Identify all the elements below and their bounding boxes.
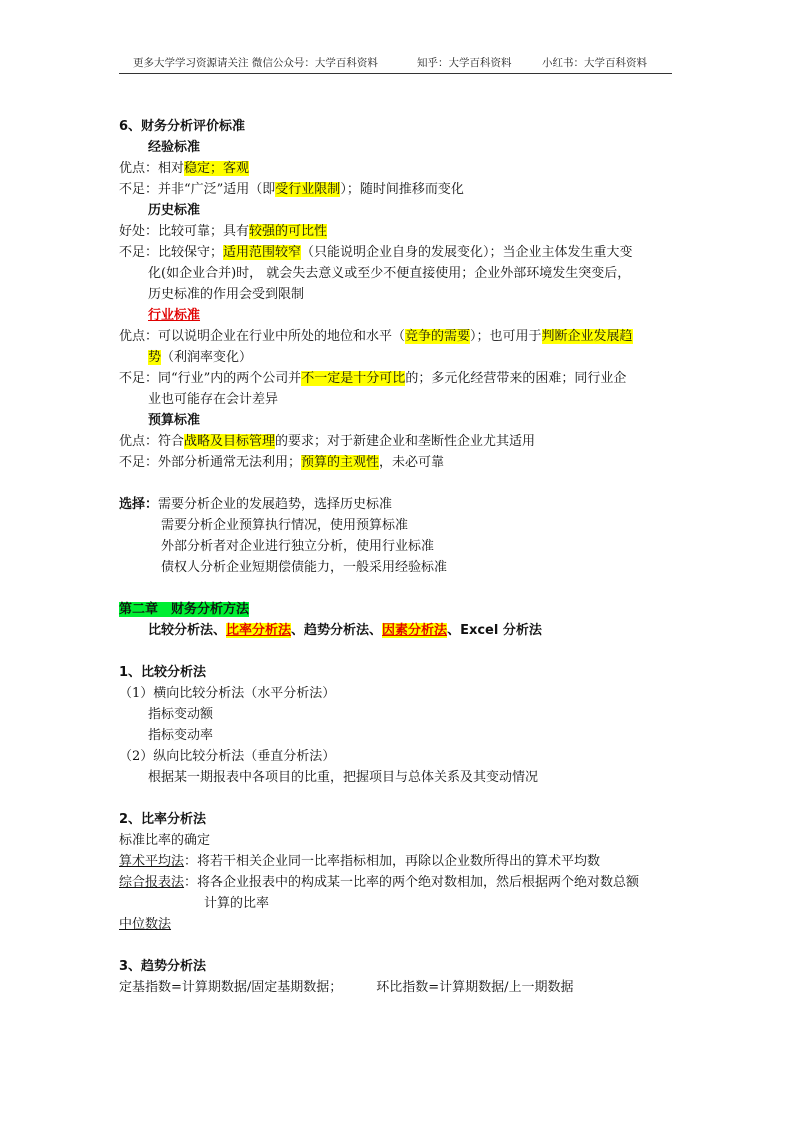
heading-budget-standard: 预算标准: [148, 413, 201, 428]
chapter-2-methods: 比较分析法、比率分析法、趋势分析法、因素分析法、Excel 分析法: [148, 623, 542, 638]
section-title-trend: 3、趋势分析法: [119, 959, 207, 974]
chapter-2-title: 第二章 财务分析方法: [119, 602, 250, 617]
experience-pros: 优点：相对稳定；客观: [119, 161, 250, 176]
header-zhihu: 知乎：大学百科资料: [417, 57, 512, 69]
median-method: 中位数法: [119, 917, 172, 932]
industry-cons-line2: 业也可能存在会计差异: [148, 392, 279, 407]
choice-item-4: 债权人分析企业短期偿债能力，一般采用经验标准: [161, 560, 448, 575]
arithmetic-mean-method: 算术平均法：将若干相关企业同一比率指标相加，再除以企业数所得出的算术平均数: [119, 854, 601, 869]
choice-item-3: 外部分析者对企业进行独立分析，使用行业标准: [161, 539, 435, 554]
vertical-comparison: （2）纵向比较分析法（垂直分析法）: [119, 749, 336, 764]
indicator-change-rate: 指标变动率: [148, 728, 214, 743]
ratio-intro: 标准比率的确定: [119, 833, 211, 848]
composite-statement-line2: 计算的比率: [204, 896, 270, 911]
horizontal-comparison: （1）横向比较分析法（水平分析法）: [119, 686, 336, 701]
header-wechat: 更多大学学习资源请关注 微信公众号：大学百科资料: [133, 57, 378, 69]
industry-pros: 优点：可以说明企业在行业中所处的地位和水平（竞争的需要）；也可用于判断企业发展趋: [119, 329, 633, 344]
historical-pros: 好处：比较可靠；具有较强的可比性: [119, 224, 328, 239]
budget-pros: 优点：符合战略及目标管理的要求；对于新建企业和垄断性企业尤其适用: [119, 434, 536, 449]
choice-item-2: 需要分析企业预算执行情况，使用预算标准: [161, 518, 409, 533]
indicator-change-amount: 指标变动额: [148, 707, 214, 722]
document-body: [119, 116, 679, 998]
heading-experience-standard: 经验标准: [148, 140, 201, 155]
industry-pros-line2: 势（利润率变化）: [148, 350, 253, 365]
industry-cons: 不足：同“行业”内的两个公司并不一定是十分可比的；多元化经营带来的困难；同行业企: [119, 371, 627, 386]
heading-industry-standard: 行业标准: [148, 308, 201, 323]
historical-cons-line3: 历史标准的作用会受到限制: [148, 287, 305, 302]
section-title-ratio: 2、比率分析法: [119, 812, 207, 827]
vertical-comparison-desc: 根据某一期报表中各项目的比重，把握项目与总体关系及其变动情况: [148, 770, 539, 785]
header-xiaohongshu: 小红书：大学百科资料: [542, 57, 647, 69]
historical-cons-line2: 化(如企业合并)时， 就会失去意义或至少不便直接使用；企业外部环境发生突变后，: [148, 266, 631, 281]
composite-statement-method: 综合报表法：将各企业报表中的构成某一比率的两个绝对数相加，然后根据两个绝对数总额: [119, 875, 640, 890]
historical-cons: 不足：比较保守；适用范围较窄（只能说明企业自身的发展变化）；当企业主体发生重大变: [119, 245, 633, 260]
budget-cons: 不足：外部分析通常无法利用；预算的主观性，未必可靠: [119, 455, 445, 470]
section-title-comparison: 1、比较分析法: [119, 665, 207, 680]
section-title-6: 6、财务分析评价标准: [119, 119, 246, 134]
experience-cons: 不足：并非“广泛”适用（即受行业限制）；随时间推移而变化: [119, 182, 464, 197]
choice-item-1: 选择：需要分析企业的发展趋势，选择历史标准: [119, 497, 393, 512]
trend-indices: 定基指数=计算期数据/固定基期数据； 环比指数=计算期数据/上一期数据: [119, 980, 574, 995]
heading-historical-standard: 历史标准: [148, 203, 201, 218]
page-header: [119, 52, 672, 74]
